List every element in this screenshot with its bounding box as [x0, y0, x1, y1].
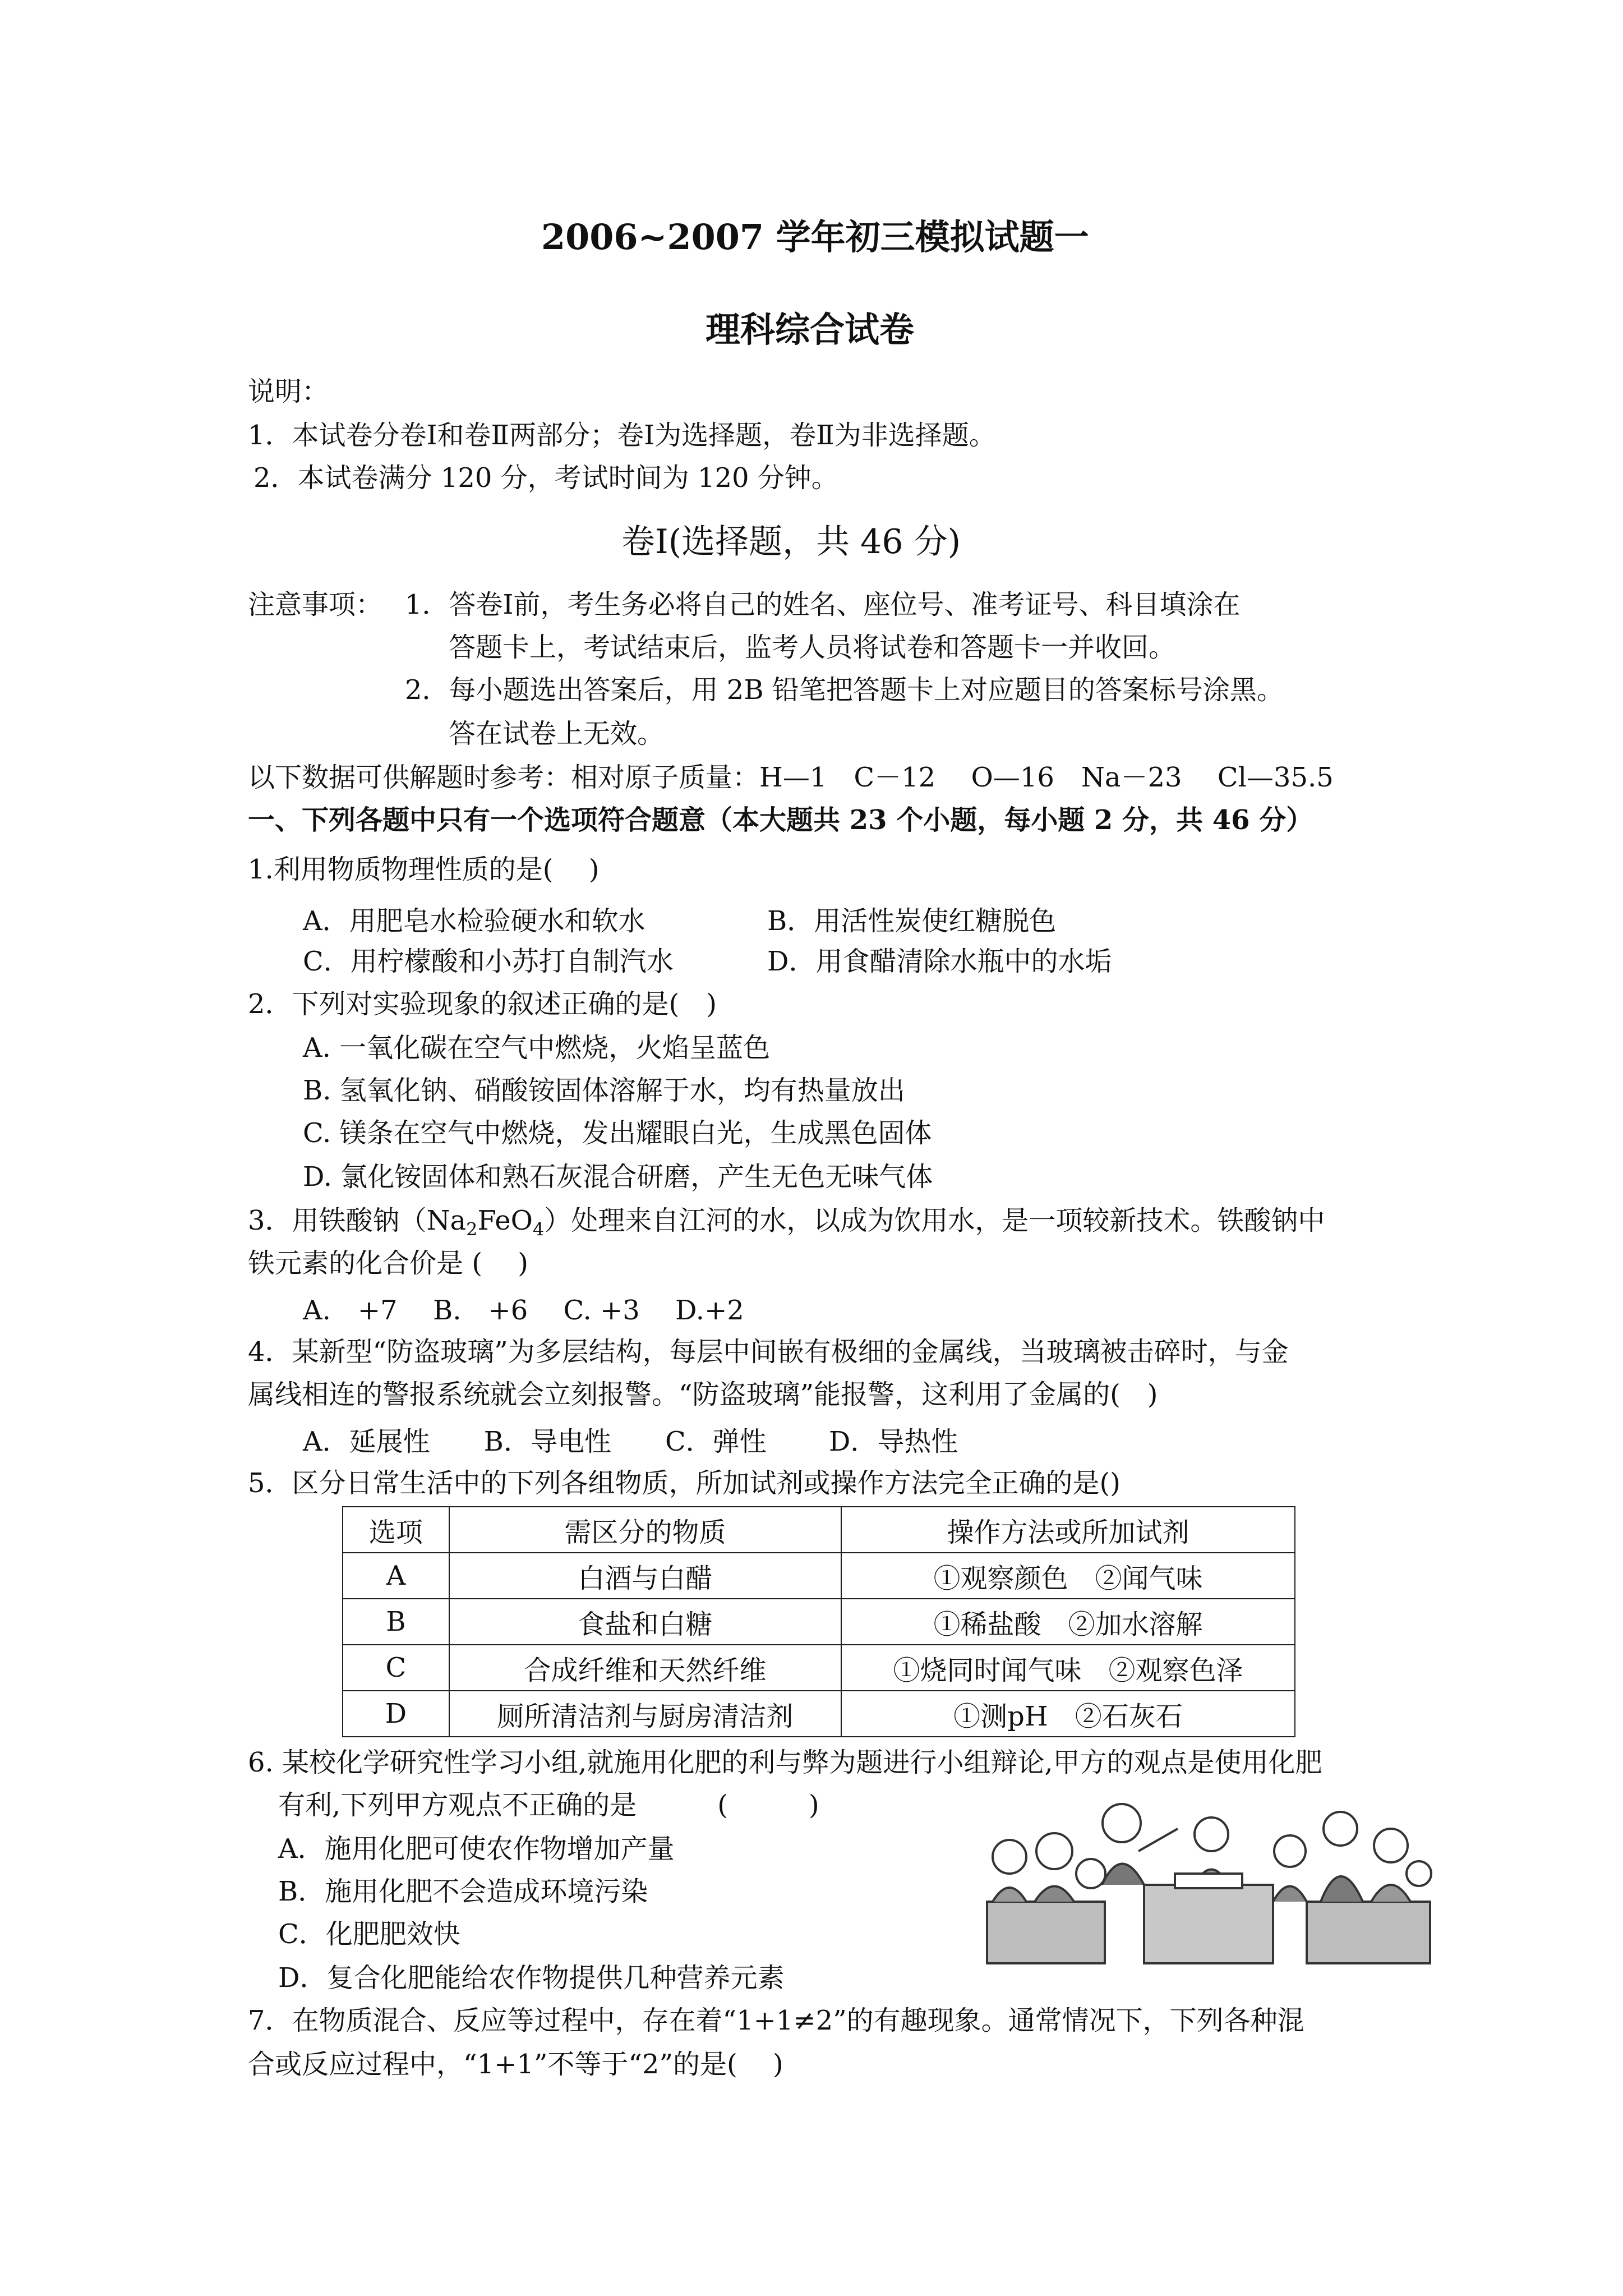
paper-subtitle: 理科综合试卷 [706, 309, 915, 350]
table-cell: 食盐和白糖 [449, 1599, 841, 1645]
q7-line-1: 7．在物质混合、反应等过程中，存在着“1+1≠2”的有趣现象。通常情况下，下列各种混 [248, 2005, 1304, 2036]
q7-line-2: 合或反应过程中，“1+1”不等于“2”的是( ) [248, 2049, 783, 2080]
table-cell: 合成纤维和天然纤维 [449, 1645, 841, 1691]
q3-stem-pre: 3．用铁酸钠（Na [248, 1205, 467, 1236]
table-row [343, 1691, 1295, 1737]
intro-item-2: 2．本试卷满分 120 分，考试时间为 120 分钟。 [253, 462, 838, 494]
table-cell: ①烧同时闻气味 ②观察色泽 [841, 1645, 1295, 1691]
q1-stem: 1.利用物质物理性质的是( ) [248, 854, 600, 885]
paper-title: 2006~2007 学年初三模拟试题一 [541, 217, 1089, 257]
part1-heading: 一、下列各题中只有一个选项符合题意（本大题共 23 个小题，每小题 2 分，共 46 分） [248, 804, 1313, 836]
debate-illustration [976, 1789, 1436, 1966]
q2-option-c: C. 镁条在空气中燃烧，发出耀眼白光，生成黑色固体 [303, 1117, 932, 1149]
q1-option-b: B．用活性炭使红糖脱色 [767, 905, 1057, 937]
note-1-line-2: 答题卡上，考试结束后，监考人员将试卷和答题卡一并收回。 [449, 632, 1176, 663]
table-header-cell: 需区分的物质 [449, 1507, 841, 1553]
q6-line-2: 有利,下列甲方观点不正确的是 ( ) [278, 1789, 819, 1821]
q3-sub-1: 2 [466, 1218, 478, 1240]
table-cell: ①测pH ②石灰石 [841, 1691, 1295, 1737]
table-header-row [343, 1507, 1295, 1553]
q6-option-b: B．施用化肥不会造成环境污染 [278, 1876, 648, 1907]
q1-option-d: D．用食醋清除水瓶中的水垢 [767, 946, 1112, 977]
q6-option-d: D．复合化肥能给农作物提供几种营养元素 [278, 1962, 785, 1994]
q6-option-a: A．施用化肥可使农作物增加产量 [278, 1833, 675, 1865]
table-cell: A [343, 1553, 449, 1599]
table-cell: ①观察颜色 ②闻气味 [841, 1553, 1295, 1599]
q6-option-c: C．化肥肥效快 [278, 1918, 460, 1950]
table-header-cell: 操作方法或所加试剂 [841, 1507, 1295, 1553]
q3-stem-mid: FeO [477, 1205, 533, 1236]
q4-line-1: 4．某新型“防盗玻璃”为多层结构，每层中间嵌有极细的金属线，当玻璃被击碎时，与金 [248, 1336, 1289, 1368]
note-2-line-2: 答在试卷上无效。 [449, 718, 665, 749]
section-title: 卷Ⅰ(选择题，共 46 分) [621, 522, 961, 562]
q2-option-d: D. 氯化铵固体和熟石灰混合研磨，产生无色无味气体 [303, 1161, 933, 1193]
q3-options: A. +7 B. +6 C. +3 D.+2 [303, 1295, 744, 1326]
q3-sub-2: 4 [532, 1218, 545, 1240]
table-row [343, 1553, 1295, 1599]
q4-options: A．延展性 B．导电性 C．弹性 D．导热性 [303, 1426, 958, 1457]
table-cell: C [343, 1645, 449, 1691]
q2-stem: 2．下列对实验现象的叙述正确的是( ) [248, 988, 717, 1020]
q6-line-1: 6. 某校化学研究性学习小组,就施用化肥的利与弊为题进行小组辩论,甲方的观点是使用化肥 [248, 1747, 1322, 1778]
table-cell: D [343, 1691, 449, 1737]
q3-stem [248, 1204, 1325, 1246]
q5-table [342, 1506, 1295, 1737]
table-row [343, 1599, 1295, 1645]
table-cell: ①稀盐酸 ②加水溶解 [841, 1599, 1295, 1645]
q2-option-a: A. 一氧化碳在空气中燃烧，火焰呈蓝色 [303, 1032, 771, 1064]
q2-option-b: B. 氢氧化钠、硝酸铵固体溶解于水，均有热量放出 [303, 1075, 905, 1106]
q1-option-a: A．用肥皂水检验硬水和软水 [303, 905, 645, 937]
q1-option-c: C．用柠檬酸和小苏打自制汽水 [303, 946, 674, 977]
table-header-cell: 选项 [343, 1507, 449, 1553]
notes-label: 注意事项： [248, 589, 383, 620]
q3-stem-post: ）处理来自江河的水，以成为饮用水，是一项较新技术。铁酸钠中 [544, 1205, 1325, 1236]
note-1-line-1: 1．答卷Ⅰ前，考生务必将自己的姓名、座位号、准考证号、科目填涂在 [405, 589, 1241, 620]
table-row [343, 1645, 1295, 1691]
table-cell: 白酒与白醋 [449, 1553, 841, 1599]
q3-stem-line-2: 铁元素的化合价是 ( ) [248, 1248, 528, 1279]
table-cell: B [343, 1599, 449, 1645]
note-2-line-1: 2．每小题选出答案后，用 2B 铅笔把答题卡上对应题目的答案标号涂黑。 [405, 674, 1284, 706]
intro-label: 说明： [248, 376, 329, 407]
q4-line-2: 属线相连的警报系统就会立刻报警。“防盗玻璃”能报警，这利用了金属的( ) [248, 1379, 1158, 1410]
q5-stem: 5．区分日常生活中的下列各组物质，所加试剂或操作方法完全正确的是() [248, 1467, 1121, 1499]
table-cell: 厕所清洁剂与厨房清洁剂 [449, 1691, 841, 1737]
reference-data: 以下数据可供解题时参考：相对原子质量：H—1 C－12 O—16 Na－23 Cl—35.5 [248, 762, 1334, 793]
intro-item-1: 1．本试卷分卷Ⅰ和卷Ⅱ两部分；卷Ⅰ为选择题，卷Ⅱ为非选择题。 [248, 420, 996, 451]
